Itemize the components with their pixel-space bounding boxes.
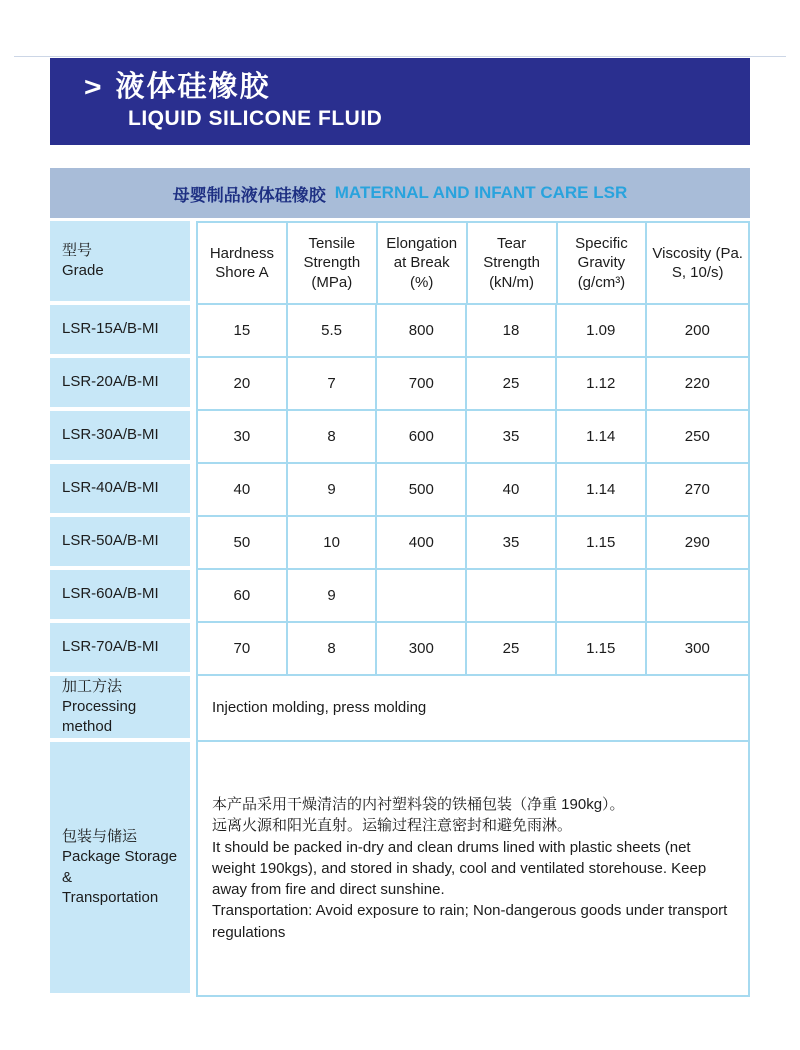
- grade-cell: LSR-40A/B-MI: [50, 464, 190, 513]
- package-value-cell: [196, 742, 750, 997]
- row-cells: [196, 358, 750, 411]
- table-row: [50, 623, 750, 676]
- processing-label-zh: 加工方法: [62, 677, 123, 695]
- grade-header-cell: [50, 221, 190, 301]
- table-row: [50, 570, 750, 623]
- value-cell: 1.14: [555, 464, 645, 517]
- row-cells: [196, 570, 750, 623]
- grade-cell: LSR-50A/B-MI: [50, 517, 190, 566]
- package-storage-row: [50, 742, 750, 997]
- value-cell: 18: [465, 305, 555, 358]
- value-cell: [465, 570, 555, 623]
- column-header-hardness: Hardness Shore A: [196, 221, 286, 305]
- package-text-en-1: It should be packed in-dry and clean drums lined with plastic sheets (net weight 190kgs), and stored in shady, cool and ventilated storehouse. Keep away from fire and direct sunshine.: [212, 838, 707, 899]
- value-cell: 250: [645, 411, 750, 464]
- header-row: [50, 221, 750, 305]
- processing-value-cell: Injection molding, press molding: [196, 676, 750, 742]
- value-cell: 1.15: [555, 517, 645, 570]
- banner-title-row: [84, 72, 750, 104]
- grade-header-en: Grade: [62, 262, 104, 279]
- value-cell: 800: [375, 305, 465, 358]
- value-cell: 200: [645, 305, 750, 358]
- value-cell: [645, 570, 750, 623]
- package-text-en-2: Transportation: Avoid exposure to rain; Non-dangerous goods under transport regulations: [212, 902, 728, 941]
- value-cell: 1.12: [555, 358, 645, 411]
- value-cell: 290: [645, 517, 750, 570]
- value-cell: 35: [465, 517, 555, 570]
- row-cells: [196, 676, 750, 742]
- value-cell: 300: [645, 623, 750, 676]
- processing-label-en: Processing method: [62, 697, 137, 736]
- column-header-tensile: Tensile Strength (MPa): [286, 221, 376, 305]
- row-cells: [196, 411, 750, 464]
- grade-cell: LSR-60A/B-MI: [50, 570, 190, 619]
- banner-title-en: LIQUID SILICONE FLUID: [128, 106, 383, 130]
- value-cell: 40: [196, 464, 286, 517]
- value-cell: 25: [465, 358, 555, 411]
- value-cell: 30: [196, 411, 286, 464]
- banner-title-zh: 液体硅橡胶: [115, 71, 271, 104]
- processing-label-cell: [50, 676, 190, 738]
- table-title-band: [50, 168, 750, 218]
- grade-cell: LSR-20A/B-MI: [50, 358, 190, 407]
- top-rule: [14, 56, 786, 57]
- column-header-gravity: Specific Gravity (g/cm³): [556, 221, 646, 305]
- value-cell: 10: [286, 517, 376, 570]
- value-cell: 600: [375, 411, 465, 464]
- row-cells: [196, 742, 750, 997]
- column-header-tear: Tear Strength (kN/m): [466, 221, 556, 305]
- value-cell: 500: [375, 464, 465, 517]
- package-text-zh-1: 本产品采用干燥清洁的内衬塑料袋的铁桶包装（净重 190kg）。: [212, 795, 625, 813]
- table-title-en: MATERNAL AND INFANT CARE LSR: [334, 183, 628, 202]
- grade-cell: LSR-30A/B-MI: [50, 411, 190, 460]
- row-cells: [196, 517, 750, 570]
- package-label-en-1: Package Storage &: [62, 848, 178, 886]
- row-cells: [196, 464, 750, 517]
- value-cell: 70: [196, 623, 286, 676]
- spec-table: [50, 168, 750, 997]
- value-cell: 8: [286, 623, 376, 676]
- value-cell: 5.5: [286, 305, 376, 358]
- value-cell: 20: [196, 358, 286, 411]
- value-cell: 220: [645, 358, 750, 411]
- section-banner: [50, 58, 750, 145]
- value-cell: 40: [465, 464, 555, 517]
- value-cell: 50: [196, 517, 286, 570]
- value-cell: [555, 570, 645, 623]
- value-cell: 300: [375, 623, 465, 676]
- column-header-viscosity: Viscosity (Pa. S, 10/s): [645, 221, 750, 305]
- table-title-zh: 母婴制品液体硅橡胶: [172, 185, 326, 205]
- grade-cell: LSR-15A/B-MI: [50, 305, 190, 354]
- value-cell: 1.09: [555, 305, 645, 358]
- value-cell: 25: [465, 623, 555, 676]
- table-row: [50, 305, 750, 358]
- value-cell: 270: [645, 464, 750, 517]
- value-cell: [375, 570, 465, 623]
- package-label-cell: [50, 742, 190, 993]
- row-cells: [196, 305, 750, 358]
- column-header-elongation: Elongation at Break (%): [376, 221, 466, 305]
- value-cell: 8: [286, 411, 376, 464]
- value-cell: 700: [375, 358, 465, 411]
- chevron-right-icon: >: [84, 72, 102, 103]
- value-cell: 7: [286, 358, 376, 411]
- table-row: [50, 517, 750, 570]
- grade-header-zh: 型号: [62, 241, 93, 259]
- row-cells: [196, 623, 750, 676]
- value-cell: 60: [196, 570, 286, 623]
- value-cell: 400: [375, 517, 465, 570]
- header-cells: [196, 221, 750, 305]
- package-label-en-2: Transportation: [62, 888, 159, 906]
- table-row: [50, 464, 750, 517]
- grade-cell: LSR-70A/B-MI: [50, 623, 190, 672]
- value-cell: 1.15: [555, 623, 645, 676]
- table-row: [50, 411, 750, 464]
- value-cell: 9: [286, 464, 376, 517]
- package-text-zh-2: 远离火源和阳光直射。运输过程注意密封和避免雨淋。: [212, 817, 573, 835]
- value-cell: 35: [465, 411, 555, 464]
- value-cell: 1.14: [555, 411, 645, 464]
- processing-method-row: [50, 676, 750, 742]
- value-cell: 15: [196, 305, 286, 358]
- value-cell: 9: [286, 570, 376, 623]
- table-row: [50, 358, 750, 411]
- package-label-zh: 包装与储运: [62, 828, 138, 845]
